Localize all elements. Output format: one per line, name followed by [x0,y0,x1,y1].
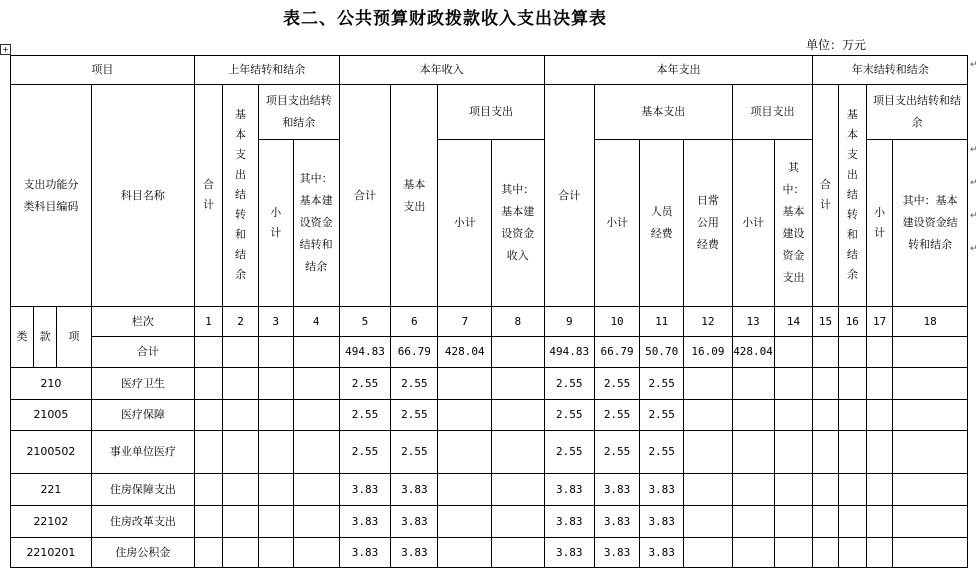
value-cell [813,400,838,431]
value-cell [774,538,813,568]
value-cell [258,538,293,568]
table-row [11,431,968,474]
header-prev-capital: 其中：基本建设资金结转和结余 [293,140,339,307]
total-cell: 66.79 [391,337,438,368]
value-cell: 2.55 [594,431,639,474]
value-cell [774,400,813,431]
value-cell [684,431,732,474]
col-number: 5 [339,307,390,337]
value-cell: 3.83 [594,474,639,506]
col-number: 1 [194,307,222,337]
value-cell [838,538,866,568]
value-cell [893,400,968,431]
header-prev-total: 合计 [194,85,222,307]
total-cell: 428.04 [438,337,492,368]
value-cell: 2.55 [640,368,684,400]
value-cell [838,431,866,474]
value-cell [438,538,492,568]
col-number: 11 [640,307,684,337]
col-number: 16 [838,307,866,337]
col-number: 7 [438,307,492,337]
header-expense-basic: 基本支出 [594,85,732,140]
unit-label: 单位：万元 [806,38,867,52]
value-cell [867,368,893,400]
value-cell: 3.83 [640,506,684,538]
header-xiang: 项 [57,307,92,368]
total-cell [893,337,968,368]
value-cell [813,474,838,506]
value-cell [684,506,732,538]
header-income-basic: 基本支出 [391,85,438,307]
value-cell [813,368,838,400]
value-cell [223,474,259,506]
paragraph-mark: ↵ [970,244,978,254]
col-number: 4 [293,307,339,337]
col-number: 14 [774,307,813,337]
header-func-code: 支出功能分类科目编码 [11,85,92,307]
value-cell [258,368,293,400]
total-cell [813,337,838,368]
table-anchor-icon[interactable]: + [0,44,11,55]
value-cell [194,431,222,474]
value-cell: 3.83 [544,474,594,506]
value-cell [293,506,339,538]
header-daily-public: 日常公用经费 [684,140,732,307]
table-row [11,538,968,568]
value-cell: 2.55 [544,400,594,431]
col-number: 6 [391,307,438,337]
value-cell [492,538,545,568]
value-cell [194,400,222,431]
value-cell: 2.55 [391,431,438,474]
value-cell [438,431,492,474]
value-cell [838,368,866,400]
value-cell: 2.55 [640,400,684,431]
value-cell [293,400,339,431]
value-cell: 3.83 [594,506,639,538]
value-cell [223,400,259,431]
table-row [11,368,968,400]
value-cell [438,400,492,431]
col-number: 10 [594,307,639,337]
table-row [11,400,968,431]
col-number: 17 [867,307,893,337]
value-cell [223,538,259,568]
header-expense-total: 合计 [544,85,594,307]
value-cell [438,506,492,538]
value-cell: 2.55 [339,368,390,400]
total-label: 合计 [91,337,194,368]
value-cell [492,431,545,474]
value-cell [838,506,866,538]
value-cell: 3.83 [339,474,390,506]
value-cell [813,431,838,474]
value-cell [867,474,893,506]
value-cell [732,506,774,538]
header-income: 本年收入 [339,56,544,85]
value-cell: 2.55 [391,400,438,431]
header-expense-project: 项目支出 [732,85,813,140]
paragraph-mark: ↵ [970,178,978,188]
value-cell [258,474,293,506]
value-cell [258,431,293,474]
value-cell [732,400,774,431]
subject-name: 医疗卫生 [91,368,194,400]
value-cell: 2.55 [339,400,390,431]
value-cell: 2.55 [339,431,390,474]
value-cell [684,474,732,506]
value-cell [867,400,893,431]
function-code: 21005 [11,400,92,431]
col-number: 2 [223,307,259,337]
value-cell: 2.55 [594,368,639,400]
value-cell [774,368,813,400]
function-code: 210 [11,368,92,400]
value-cell [293,368,339,400]
col-number: 13 [732,307,774,337]
subject-name: 医疗保障 [91,400,194,431]
header-prev-project: 项目支出结转和结余 [258,85,339,140]
value-cell [684,538,732,568]
total-cell: 16.09 [684,337,732,368]
value-cell [893,368,968,400]
value-cell: 2.55 [544,368,594,400]
value-cell [258,400,293,431]
col-number: 3 [258,307,293,337]
table-title: 表二、公共预算财政拨款收入支出决算表 [283,9,607,29]
value-cell: 3.83 [391,506,438,538]
col-number: 8 [492,307,545,337]
value-cell [438,368,492,400]
header-end-balance: 年末结转和结余 [813,56,968,85]
value-cell [258,506,293,538]
function-code: 2100502 [11,431,92,474]
header-end-subtotal: 小计 [867,140,893,307]
value-cell [893,431,968,474]
header-capital-expense: 其中：基本建设资金支出 [774,140,813,307]
table-row [11,474,968,506]
value-cell [732,538,774,568]
total-cell [194,337,222,368]
value-cell [867,506,893,538]
value-cell [492,506,545,538]
paragraph-mark: ↵ [970,211,978,221]
total-cell: 66.79 [594,337,639,368]
value-cell [194,538,222,568]
value-cell [492,368,545,400]
value-cell [438,474,492,506]
header-prev-subtotal: 小计 [258,140,293,307]
header-subject-name: 科目名称 [91,85,194,307]
header-income-project: 项目支出 [438,85,544,140]
total-cell [774,337,813,368]
total-cell [293,337,339,368]
header-capital-income: 其中：基本建设资金收入 [492,140,545,307]
header-end-basic: 基本支出结转和结余 [838,85,866,307]
value-cell: 2.55 [640,431,684,474]
subject-name: 住房公积金 [91,538,194,568]
value-cell [293,431,339,474]
value-cell: 3.83 [339,506,390,538]
total-cell [223,337,259,368]
value-cell [492,400,545,431]
function-code: 22102 [11,506,92,538]
value-cell [893,538,968,568]
value-cell [684,400,732,431]
value-cell [223,431,259,474]
value-cell [194,506,222,538]
value-cell [223,506,259,538]
col-number: 12 [684,307,732,337]
value-cell [732,474,774,506]
value-cell: 3.83 [339,538,390,568]
paragraph-mark: ↵ [970,60,978,70]
value-cell [194,368,222,400]
value-cell [867,538,893,568]
header-expense-basic-subtotal: 小计 [594,140,639,307]
header-prev-balance: 上年结转和结余 [194,56,339,85]
value-cell [838,474,866,506]
value-cell [492,474,545,506]
value-cell [194,474,222,506]
header-expense: 本年支出 [544,56,813,85]
header-personnel: 人员经费 [640,140,684,307]
finance-table [10,55,968,568]
header-end-total: 合计 [813,85,838,307]
value-cell [813,538,838,568]
header-prev-basic: 基本支出结转和结余 [223,85,259,307]
total-cell: 494.83 [339,337,390,368]
function-code: 2210201 [11,538,92,568]
header-col-index: 栏次 [91,307,194,337]
value-cell: 3.83 [544,538,594,568]
header-expense-project-subtotal: 小计 [732,140,774,307]
col-number: 9 [544,307,594,337]
total-cell: 494.83 [544,337,594,368]
total-cell [867,337,893,368]
value-cell [293,538,339,568]
header-lei: 类 [11,307,34,368]
total-cell [492,337,545,368]
value-cell [893,506,968,538]
value-cell [774,431,813,474]
subject-name: 事业单位医疗 [91,431,194,474]
col-number: 18 [893,307,968,337]
value-cell [223,368,259,400]
value-cell [293,474,339,506]
total-cell [258,337,293,368]
header-kuan: 款 [34,307,57,368]
value-cell: 2.55 [544,431,594,474]
col-number: 15 [813,307,838,337]
value-cell [774,506,813,538]
value-cell [867,431,893,474]
value-cell: 3.83 [594,538,639,568]
value-cell [732,368,774,400]
total-cell: 50.70 [640,337,684,368]
value-cell [893,474,968,506]
value-cell: 3.83 [544,506,594,538]
total-cell [838,337,866,368]
value-cell [838,400,866,431]
value-cell: 3.83 [391,474,438,506]
value-cell: 3.83 [391,538,438,568]
header-end-capital: 其中：基本建设资金结转和结余 [893,140,968,307]
value-cell [732,431,774,474]
header-income-subtotal: 小计 [438,140,492,307]
header-item: 项目 [11,56,195,85]
paragraph-mark: ↵ [970,145,978,155]
value-cell [684,368,732,400]
subject-name: 住房保障支出 [91,474,194,506]
value-cell: 2.55 [594,400,639,431]
value-cell: 3.83 [640,474,684,506]
subject-name: 住房改革支出 [91,506,194,538]
table-row [11,506,968,538]
header-income-total: 合计 [339,85,390,307]
value-cell: 3.83 [640,538,684,568]
value-cell: 2.55 [391,368,438,400]
value-cell [813,506,838,538]
function-code: 221 [11,474,92,506]
header-end-project: 项目支出结转和结余 [867,85,968,140]
value-cell [774,474,813,506]
total-cell: 428.04 [732,337,774,368]
